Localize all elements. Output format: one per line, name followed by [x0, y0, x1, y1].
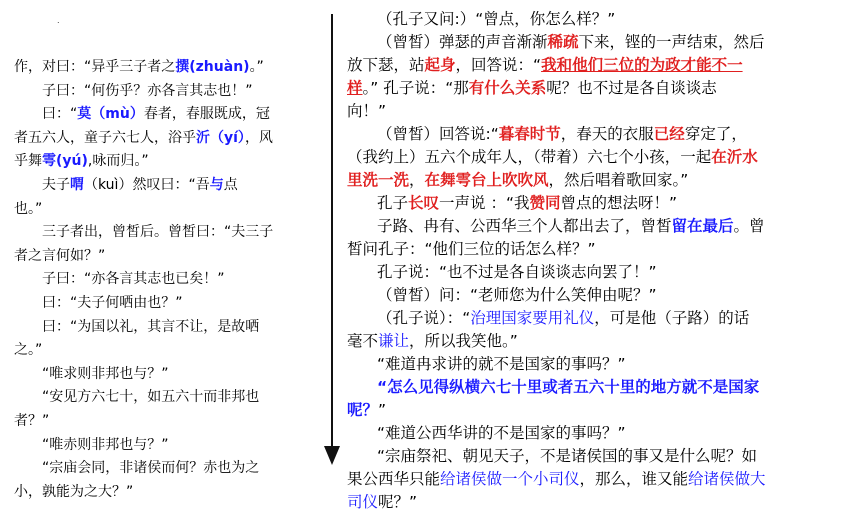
translation-text-column [347, 0, 843, 514]
text-segment: ，春天的衣服 [560, 125, 654, 143]
highlighted-phrase: 我和他们三位的为政才能不一 [541, 56, 743, 74]
text-segment: 子路、冉有、公西华三个人都出去了，曾皙 [377, 217, 672, 235]
text-segment: “宗庙祭祀、朝见天子，不是诸侯国的事又是什么呢？如 [377, 447, 758, 465]
text-segment: 皙问孔子：“他们三位的话怎么样？” [347, 240, 596, 258]
highlighted-phrase: 赞同 [529, 194, 561, 212]
down-arrow-icon [324, 446, 340, 465]
left-text-line [14, 80, 314, 104]
right-text-line [347, 307, 843, 330]
highlighted-phrase: 长叹 [408, 194, 440, 212]
text-segment: 者之言何如？” [14, 247, 106, 264]
text-segment: 孔子说：“也不过是各自谈谈志向罢了！” [377, 263, 657, 281]
right-text-line [347, 376, 843, 399]
right-text-line [347, 261, 843, 284]
left-text-line [14, 316, 314, 340]
highlighted-phrase: 稀疏 [547, 33, 579, 51]
left-text-line [14, 339, 314, 363]
text-segment: “唯求则非邦也与？” [42, 365, 169, 382]
left-text-line [14, 434, 314, 458]
text-segment: ，那么，谁又能 [579, 470, 689, 488]
highlighted-phrase: “怎么见得纵横六七十里或者五六十里的地方就不是国家 [377, 378, 760, 396]
text-segment: 。曾 [733, 217, 765, 235]
right-text-line [347, 31, 843, 54]
left-text-line [14, 410, 314, 434]
highlighted-phrase: 起身 [424, 56, 456, 74]
vertical-divider-line [331, 14, 333, 451]
highlighted-phrase: 莫（mù） [77, 106, 144, 123]
text-segment: 果公西华只能 [347, 470, 441, 488]
text-segment: 。” 孔子说：“那 [362, 79, 469, 97]
text-segment: ，所以我笑他。” [409, 332, 518, 350]
left-text-line [14, 221, 314, 245]
text-segment: （孔子又问:）“曾点，你怎么样？” [377, 10, 616, 28]
highlighted-phrase: 喟 [70, 176, 84, 193]
right-text-line [347, 192, 843, 215]
highlighted-phrase: 给诸侯做大 [688, 470, 766, 488]
classical-text-column [14, 0, 314, 504]
text-segment: ，风 [244, 129, 273, 146]
text-segment: 下来，铿的一声结束，然后 [578, 33, 765, 51]
left-text-line [14, 292, 314, 316]
text-segment: 者？” [14, 412, 50, 429]
text-segment: 也。” [14, 200, 43, 217]
right-text-line [347, 123, 843, 146]
highlighted-phrase: 已经 [653, 125, 685, 143]
highlighted-phrase: 样 [347, 79, 363, 97]
left-text-line [14, 386, 314, 410]
text-segment: 一声说 ：“我 [439, 194, 530, 212]
text-segment: 三子者出，曾皙后。曾皙曰：“夫三子 [42, 224, 274, 241]
left-text-line [14, 198, 314, 222]
right-text-line [347, 284, 843, 307]
text-segment: ,咏而归。” [87, 153, 149, 170]
left-text-line [14, 245, 314, 269]
text-segment: ” [378, 401, 387, 419]
highlighted-phrase: 给诸侯做一个小司仪 [440, 470, 580, 488]
highlighted-phrase: 沂（yí） [196, 129, 245, 146]
left-text-line [14, 268, 314, 292]
highlighted-phrase: 里洗一洗 [347, 171, 410, 189]
text-segment: 子曰：“何伤乎？亦各言其志也！” [42, 82, 253, 99]
highlighted-phrase: 雩(yú) [42, 153, 88, 170]
left-text-line [14, 457, 314, 481]
text-segment: 放下瑟，站 [347, 56, 425, 74]
highlighted-phrase: 在沂水 [711, 148, 758, 166]
right-text-line [347, 8, 843, 31]
highlighted-phrase: 司仪 [347, 493, 379, 511]
text-segment: 之。” [14, 342, 43, 359]
text-segment: 呢？” [378, 493, 418, 511]
text-segment: 作，对曰：“异乎三子者之 [14, 59, 176, 75]
text-segment: （我约上）五六个成年人，（带着）六七个小孩，一起 [347, 148, 712, 166]
highlighted-phrase: 暮春时节 [498, 125, 561, 143]
left-text-line [14, 103, 314, 127]
highlighted-phrase: 撰(zhuàn) [175, 59, 250, 75]
text-segment: 乎舞 [14, 153, 42, 170]
text-segment: （kuì）然叹曰：“吾 [84, 176, 210, 193]
text-segment: 向！” [347, 102, 387, 120]
right-text-line [347, 353, 843, 376]
text-segment: “唯赤则非邦也与？” [42, 436, 169, 453]
stray-dot-mark: . [57, 16, 60, 25]
text-segment: “难道公西华讲的不是国家的事吗？” [377, 424, 626, 442]
text-segment: 曰：“为国以礼，其言不让，是故哂 [42, 318, 260, 335]
text-segment: 。” [249, 59, 264, 75]
text-segment: 小，孰能为之大？” [14, 483, 134, 500]
right-text-line [347, 146, 843, 169]
text-segment: 者五六人，童子六七人，浴乎 [14, 129, 196, 146]
left-text-line [14, 174, 314, 198]
right-text-line [347, 215, 843, 238]
right-text-line [347, 54, 843, 77]
right-text-line [347, 491, 843, 514]
highlighted-phrase: 呢？ [347, 401, 379, 419]
text-segment: 曾点的想法呀！” [560, 194, 678, 212]
text-segment: （曾皙）问：“老师您为什么笑伸由呢？” [377, 286, 657, 304]
text-segment: （曾皙）弹瑟的声音渐渐 [377, 33, 548, 51]
left-text-line [14, 363, 314, 387]
left-text-line [14, 150, 314, 174]
highlighted-phrase: 留在最后 [671, 217, 734, 235]
right-text-line [347, 445, 843, 468]
text-segment: “安见方六七十，如五六十而非邦也 [42, 389, 260, 406]
text-segment: 春者，春服既成，冠 [143, 106, 270, 123]
text-segment: 曰：“ [42, 106, 78, 123]
text-segment: ，可是他（子路）的话 [594, 309, 750, 327]
left-text-line [14, 56, 314, 80]
right-text-line [347, 169, 843, 192]
right-text-line [347, 468, 843, 491]
highlighted-phrase: 有什么关系 [468, 79, 547, 97]
text-segment: “宗庙会同，非诸侯而何？赤也为之 [42, 460, 260, 477]
text-segment: 孔子 [377, 194, 409, 212]
right-text-line [347, 77, 843, 100]
text-segment: 毫不 [347, 332, 379, 350]
highlighted-phrase: 与 [209, 176, 224, 193]
left-text-line [14, 127, 314, 151]
highlighted-phrase: 治理国家要用礼仪 [470, 309, 595, 327]
text-segment: 曰：“夫子何哂由也？” [42, 294, 183, 311]
text-segment: ，然后唱着歌回家。” [548, 171, 689, 189]
text-segment: （孔子说）：“ [377, 309, 471, 327]
text-segment: 夫子 [42, 176, 70, 193]
right-text-line [347, 238, 843, 261]
text-segment: 点 [223, 176, 238, 193]
text-segment: 穿定了， [684, 125, 747, 143]
text-segment: ， [409, 171, 425, 189]
text-segment: “难道冉求讲的就不是国家的事吗？” [377, 355, 626, 373]
highlighted-phrase: 谦让 [378, 332, 410, 350]
left-text-line [14, 481, 314, 505]
text-segment: 子曰：“亦各言其志也已矣！” [42, 271, 225, 288]
right-text-line [347, 399, 843, 422]
right-text-line [347, 100, 843, 123]
highlighted-phrase: 在舞雩台上吹吹风 [424, 171, 549, 189]
text-segment: ，回答说：“ [455, 56, 542, 74]
text-segment: 呢？也不过是各自谈谈志 [546, 79, 717, 97]
text-segment: （曾皙）回答说:“ [377, 125, 499, 143]
right-text-line [347, 422, 843, 445]
right-text-line [347, 330, 843, 353]
